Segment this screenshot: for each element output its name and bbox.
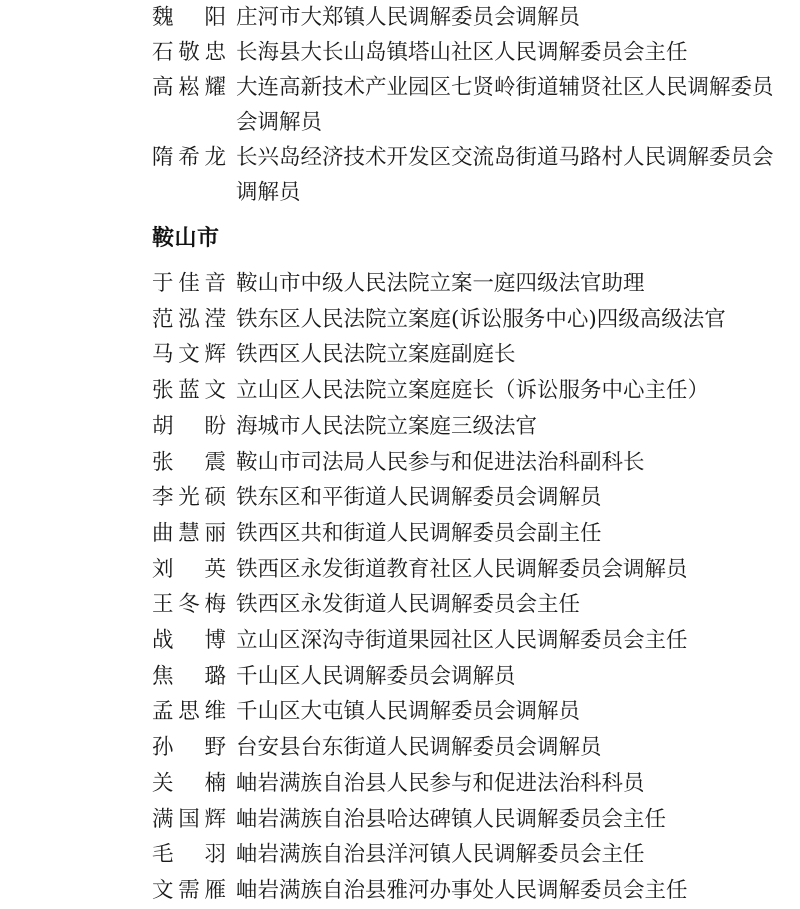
roster-entry: [0, 140, 800, 210]
entry-description: 庄河市大郑镇人民调解委员会调解员: [236, 5, 581, 30]
entry-description: 海城市人民法院立案庭三级法官: [236, 413, 538, 439]
entry-description: 铁东区和平街道人民调解委员会调解员: [236, 485, 602, 511]
entry-name: 张蓝文: [152, 378, 226, 404]
entry-description: 岫岩满族自治县哈达碑镇人民调解委员会主任: [236, 806, 667, 832]
section-heading-anshan: 鞍山市: [152, 226, 220, 251]
entry-name: 隋希龙: [152, 145, 226, 170]
entry-name: 文需雁: [152, 877, 226, 903]
entry-description: 铁西区永发街道人民调解委员会主任: [236, 592, 581, 618]
roster-entry: [0, 480, 800, 516]
entry-name: 胡 盼: [152, 413, 226, 439]
entry-name: 刘 英: [152, 556, 226, 582]
entry-description: 岫岩满族自治县雅河办事处人民调解委员会主任: [236, 877, 688, 903]
roster-entry: [0, 337, 800, 373]
entry-description: 铁西区人民法院立案庭副庭长: [236, 342, 516, 368]
entry-description: 岫岩满族自治县人民参与和促进法治科科员: [236, 770, 645, 796]
roster-entry: [0, 552, 800, 588]
entry-name: 李光硕: [152, 485, 226, 511]
roster-entry: [0, 587, 800, 623]
entry-description: 长兴岛经济技术开发区交流岛街道马路村人民调解委员会调解员: [236, 145, 774, 205]
roster-entry: [0, 35, 800, 70]
roster-entry: [0, 623, 800, 659]
entry-description: 铁东区人民法院立案庭(诉讼服务中心)四级高级法官: [236, 306, 726, 332]
entry-name: 于佳音: [152, 271, 226, 296]
entry-name: 毛 羽: [152, 842, 226, 868]
entry-name: 王冬梅: [152, 592, 226, 618]
roster-entry: [0, 0, 800, 35]
roster-block-anshan: [0, 266, 800, 909]
roster-entry: [0, 70, 800, 140]
entry-description: 鞍山市司法局人民参与和促进法治科副科长: [236, 449, 645, 475]
entry-description: 立山区人民法院立案庭庭长（诉讼服务中心主任）: [236, 378, 710, 404]
entry-name: 范泓滢: [152, 306, 226, 332]
roster-entry: [0, 516, 800, 552]
entry-description: 大连高新技术产业园区七贤岭街道辅贤社区人民调解委员会调解员: [236, 75, 774, 135]
entry-description: 鞍山市中级人民法院立案一庭四级法官助理: [236, 271, 645, 296]
entry-description: 铁西区共和街道人民调解委员会副主任: [236, 520, 602, 546]
roster-entry: [0, 659, 800, 695]
entry-name: 孙 野: [152, 735, 226, 761]
entry-name: 焦 璐: [152, 663, 226, 689]
entry-name: 马文辉: [152, 342, 226, 368]
roster-entry: [0, 302, 800, 338]
roster-entry: [0, 802, 800, 838]
roster-block-dalian-continued: [0, 0, 800, 210]
entry-description: 台安县台东街道人民调解委员会调解员: [236, 735, 602, 761]
roster-entry: [0, 873, 800, 909]
roster-entry: [0, 730, 800, 766]
entry-description: 立山区深沟寺街道果园社区人民调解委员会主任: [236, 628, 688, 654]
roster-entry: [0, 409, 800, 445]
entry-name: 战 博: [152, 628, 226, 654]
entry-description: 铁西区永发街道教育社区人民调解委员会调解员: [236, 556, 688, 582]
entry-name: 关 楠: [152, 770, 226, 796]
entry-name: 高崧耀: [152, 75, 226, 100]
entry-name: 张 震: [152, 449, 226, 475]
entry-name: 魏 阳: [152, 5, 226, 30]
roster-entry: [0, 445, 800, 481]
roster-entry: [0, 766, 800, 802]
entry-description: 千山区大屯镇人民调解委员会调解员: [236, 699, 581, 725]
entry-name: 石敬忠: [152, 40, 226, 65]
heading-spacer: [0, 210, 800, 222]
roster-entry: [0, 837, 800, 873]
roster-entry: [0, 266, 800, 302]
entry-description: 千山区人民调解委员会调解员: [236, 663, 516, 689]
heading-spacer: [0, 256, 800, 266]
entry-description: 岫岩满族自治县洋河镇人民调解委员会主任: [236, 842, 645, 868]
entry-name: 孟思维: [152, 699, 226, 725]
roster-entry: [0, 373, 800, 409]
entry-description: 长海县大长山岛镇塔山社区人民调解委员会主任: [236, 40, 688, 65]
entry-name: 满国辉: [152, 806, 226, 832]
entry-name: 曲慧丽: [152, 520, 226, 546]
roster-entry: [0, 694, 800, 730]
